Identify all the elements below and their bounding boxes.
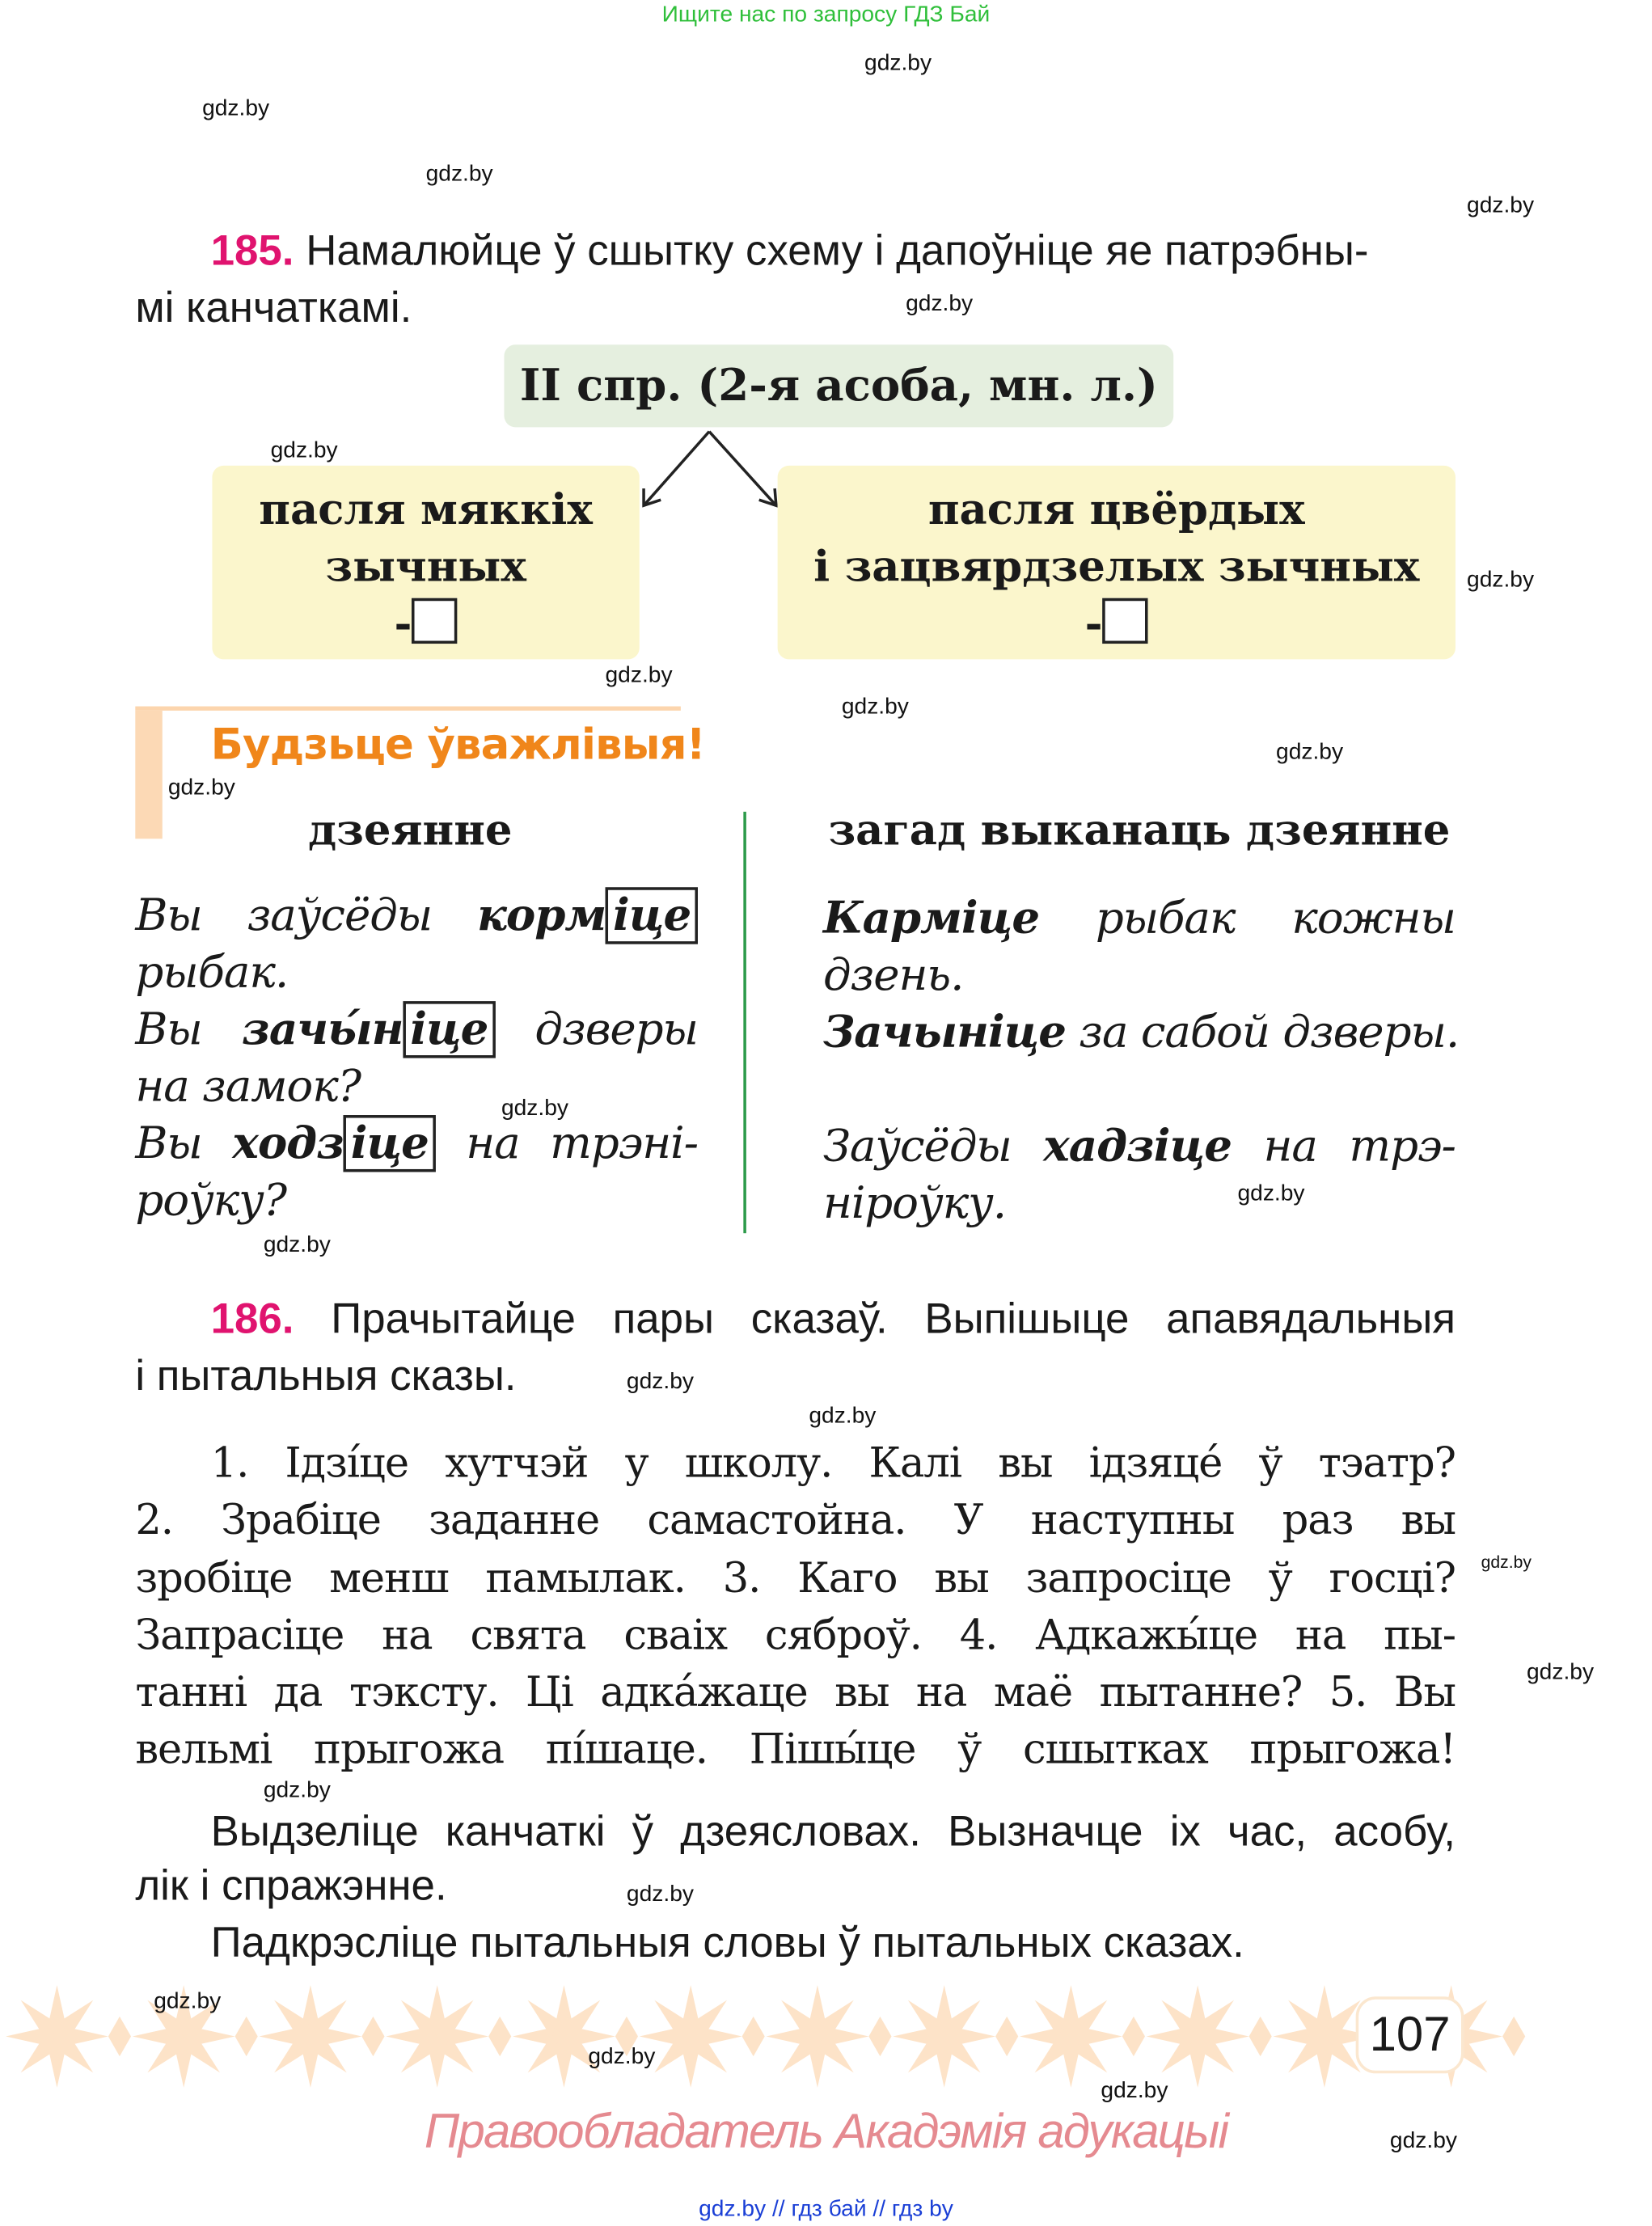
example-line: Заўсёды хадзіце на трэ- [822,1121,1456,1172]
exercise-185-line1 [211,224,1369,281]
text-line: Запрасіце на свята сваіх сяброў. 4. Адкажы́це на пы- [135,1610,1456,1659]
spacer [823,1061,1456,1117]
ornament-star-icon [386,1985,511,2088]
dash: - [1084,599,1103,650]
example-line: дзень. [822,949,964,1002]
watermark: gdz.by [864,51,932,76]
example-line: Вы заўсёды корм іце [135,887,698,944]
scheme-left-line2: зычных [325,543,526,593]
text-line: 2. Зрабіце заданне самастойна. У наступны раз вы [135,1495,1456,1544]
exercise-185-line2: мі канчаткамі. [135,285,412,332]
watermark: gdz.by [1389,2128,1457,2153]
boxed-ending: іце [344,1115,436,1172]
scheme-title-box: II спр. (2-я асоба, мн. л.) [504,344,1173,427]
ending-square-icon [1103,598,1148,644]
ending-slot [212,597,639,653]
ornament-star-icon [767,1985,892,2088]
text-line: танні да тэксту. Ці адка́жаце вы на маё пытанне? 5. Вы [135,1667,1456,1717]
watermark: gdz.by [154,1989,222,2014]
watermark: gdz.by [1237,1181,1305,1206]
example-line: Зачыніце за сабой дзверы. [822,1007,1460,1058]
column-header-left: дзеянне [307,805,513,856]
example-line: Вы ходз іце на трэні- [135,1115,698,1172]
dash: - [394,599,412,650]
watermark: gdz.by [809,1404,877,1429]
attention-side-bar [135,711,162,839]
exercise-number: 186. [210,1295,294,1343]
task-2: Падкрэсліце пытальныя словы ў пытальных сказах. [210,1920,1244,1967]
example-line: на замок? [135,1061,361,1113]
watermark: gdz.by [906,292,974,316]
column-divider [743,812,746,1233]
scheme-left-line1: пасля мяккіх [259,485,593,536]
ornament-star-icon [1020,1985,1145,2088]
ornament-star-icon [640,1985,765,2088]
task-1-line2: лік і спражэнне. [135,1862,447,1910]
watermark: gdz.by [626,1882,694,1907]
ornament-star-icon [260,1985,385,2088]
ornament-star-icon [513,1985,638,2088]
task-1-line1: Выдзеліце канчаткі ў дзеясловах. Вызначце іх час, асобу, [210,1808,1456,1856]
ornament-star-icon [1147,1985,1272,2088]
exercise-186-line2: і пытальныя сказы. [135,1353,517,1400]
example-line: роўку? [135,1174,287,1227]
watermark: gdz.by [1101,2079,1168,2104]
text-line: вельмі прыгожа пíшаце. Пішы́це ў сшытках прыгожа! [135,1725,1456,1774]
watermark: gdz.by [1527,1660,1595,1685]
example-line: ніроўку. [822,1177,1007,1229]
watermark: gdz.by [1481,1552,1532,1573]
watermark: gdz.by [263,1233,331,1258]
scheme-left-box [212,466,639,660]
watermark: gdz.by [841,695,909,720]
exercise-number: 185. [210,227,294,275]
exercise-text: Намалюйце ў сшытку схему і дапоўніце яе патрэбны- [306,227,1369,275]
watermark: gdz.by [626,1370,694,1395]
watermark: gdz.by [425,162,493,187]
watermark: gdz.by [1467,568,1535,593]
attention-top-rule [135,707,681,711]
watermark: gdz.by [202,96,270,121]
watermark: gdz.by [167,775,235,800]
scheme-right-box [778,466,1456,660]
bottom-links[interactable]: gdz.by // гдз бай // гдз by [699,2197,953,2222]
boxed-ending: іце [403,1001,495,1058]
exercise-text: Прачытайце пары сказаў. Выпішыце апавядальныя [331,1295,1456,1343]
watermark: gdz.by [1467,193,1535,218]
example-line: Вы зачы́н іце дзверы [135,1001,698,1058]
search-hint[interactable]: Ищите нас по запросу ГДЗ Бай [661,2,991,27]
watermark: gdz.by [1276,740,1344,765]
exercise-186-line1 [211,1291,1456,1348]
watermark: gdz.by [501,1096,568,1121]
ending-slot [778,597,1456,653]
ornament-star-icon [893,1985,1018,2088]
boxed-ending: іце [606,887,698,944]
watermark: gdz.by [270,438,338,463]
example-line: Карміце рыбак кожны [822,893,1456,944]
text-line: зробіце менш памылак. 3. Каго вы запросіце ў госці? [135,1552,1456,1602]
watermark: gdz.by [263,1778,331,1803]
watermark: gdz.by [588,2045,656,2070]
page-number: 107 [1356,1996,1464,2073]
ornament-star-icon [6,1985,131,2088]
left-column-examples [135,887,698,1229]
right-column-examples [822,890,1460,1232]
ending-square-icon [412,598,457,644]
text-line: 1. Ідзíце хутчэй у школу. Калі вы ідзяцé ў тэатр? [210,1438,1456,1487]
watermark: gdz.by [605,663,673,688]
column-header-right: загад выканаць дзеянне [828,805,1451,856]
example-line: рыбак. [135,947,289,999]
scheme-right-line2: і зацвярдзелых зычных [813,543,1420,593]
scheme-right-line1: пасля цвёрдых [927,485,1305,536]
attention-title: Будзьце ўважлівыя! [210,720,705,771]
copyright-footer: Правообладатель Акадэмія адукацыі [424,2105,1228,2159]
scheme-arrows-icon [627,425,797,516]
exercise-186-text [135,1434,1456,1779]
